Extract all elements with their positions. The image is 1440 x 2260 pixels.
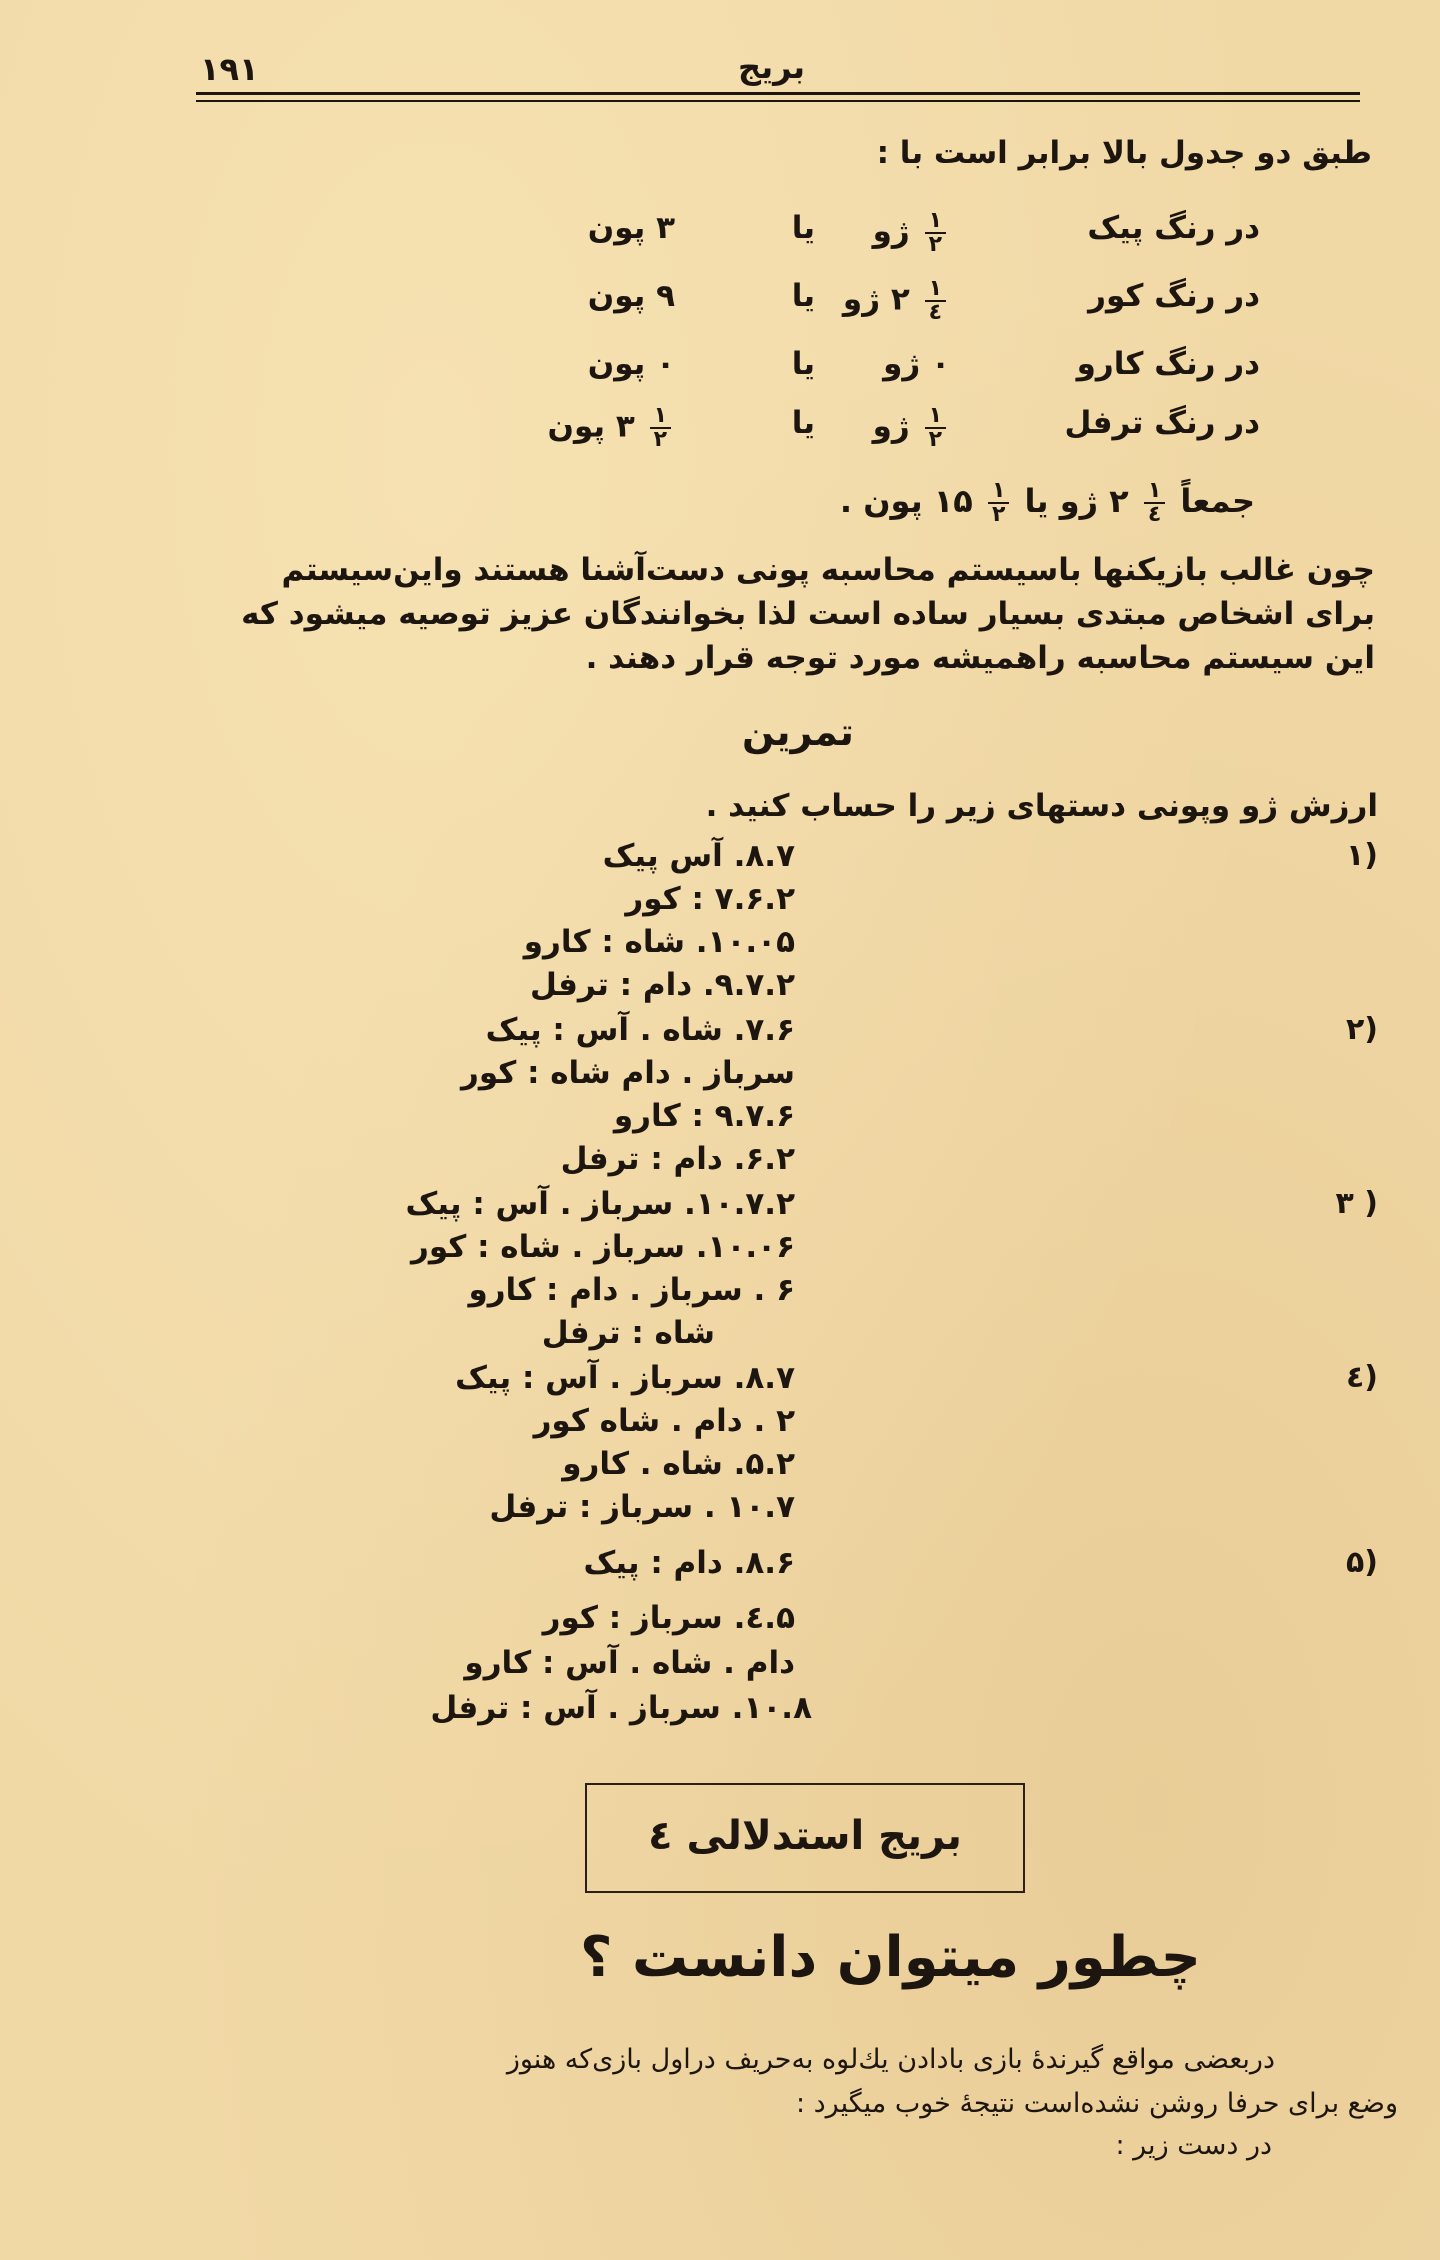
- header-rule: [196, 92, 1360, 95]
- suit-label: در رنگ کارو: [1076, 346, 1260, 382]
- table-row: [520, 346, 1260, 398]
- zhu-value: [883, 346, 950, 382]
- zhu-word: ژو: [872, 213, 910, 250]
- section-heading: تمرین: [742, 710, 854, 754]
- header-rule-thin: [196, 100, 1360, 102]
- pun-text: ۰ پون: [587, 346, 675, 382]
- paragraph-line: چون غالب بازیکنها باسیستم محاسبه پونی دست‌آشنا هستند واین‌سیستم: [281, 552, 1375, 588]
- boxed-title-frame: [585, 1783, 1025, 1893]
- fraction-numerator: ۱: [925, 210, 946, 234]
- intro-line: طبق دو جدول بالا برابر است با :: [876, 135, 1372, 171]
- hand-line: ۵.۲. شاه . کارو: [562, 1446, 795, 1482]
- hand-line: ۹.۷.۶ : کارو: [613, 1098, 795, 1134]
- fraction-denominator: ٤: [928, 300, 942, 325]
- fraction-denominator: ٤: [1147, 502, 1162, 527]
- pun-fraction: [650, 405, 671, 451]
- paragraph-line: این سیستم محاسبه راهمیشه مورد توجه قرار دهند .: [585, 640, 1375, 676]
- zhu-fraction: [925, 278, 946, 324]
- zhu-word: ژو: [883, 346, 921, 382]
- fraction-denominator: ۲: [653, 427, 667, 452]
- pun-text: ۹ پون: [587, 278, 675, 314]
- pun-text: ۳ پون: [547, 408, 635, 445]
- total-line: [840, 480, 1255, 526]
- hand-line: ۱۰.۸. سرباز . آس : ترفل: [430, 1690, 812, 1726]
- pun-value: [548, 405, 675, 451]
- hand-line: ۵.٤. سرباز : کور: [542, 1600, 795, 1636]
- suit-label: در رنگ کور: [1088, 278, 1260, 314]
- hand-line: شاه : ترفل: [541, 1315, 715, 1351]
- fraction-numerator: ۱: [925, 405, 946, 429]
- or-word: یا: [791, 346, 815, 382]
- or-word: یا: [791, 278, 815, 314]
- fraction-denominator: ۲: [928, 232, 942, 257]
- suit-label: در رنگ پیک: [1087, 210, 1260, 246]
- exercise-number: ۳ ): [1335, 1186, 1378, 1221]
- table-row: [520, 210, 1260, 262]
- zhu-value: [843, 278, 950, 324]
- zhu-value: [873, 210, 950, 256]
- paragraph-line: برای اشخاص مبتدی بسیار ساده است لذا بخوانندگان عزیز توصیه میشود که: [241, 596, 1375, 632]
- total-zhu-fraction: [1144, 480, 1165, 526]
- zhu-word: ژو: [842, 281, 881, 318]
- paragraph: [195, 548, 1375, 680]
- hand-line: ۶ . سرباز . دام : کارو: [468, 1272, 795, 1308]
- zhu-whole: ۲: [890, 281, 910, 318]
- pun-text: ۳ پون: [587, 210, 675, 246]
- exercise-number: ۱): [1345, 838, 1378, 873]
- pun-value: [588, 346, 675, 382]
- hand-line: سرباز . دام شاه : کور: [460, 1055, 795, 1091]
- pun-value: [588, 210, 675, 246]
- hand-line: ۸.۷. آس پیک: [602, 838, 795, 874]
- fraction-numerator: ۱: [925, 278, 946, 302]
- page-number: ۱۹۱: [200, 50, 259, 88]
- hand-line: ۷.۶.۲ : کور: [625, 881, 795, 917]
- hand-line: ۹.۷.۲. دام : ترفل: [529, 967, 795, 1003]
- zhu-fraction: [925, 405, 946, 451]
- or-word: یا: [791, 210, 815, 246]
- paragraph-line: وضع برای حرفا روشن نشده‌است نتیجهٔ خوب میگیرد :: [795, 2088, 1398, 2119]
- total-zhu-text: ۲ ژو یا: [1024, 482, 1129, 520]
- pun-value: [588, 278, 675, 314]
- total-pun-fraction: [988, 480, 1009, 526]
- hand-line: ۱۰.۷.۲. سرباز . آس : پیک: [405, 1186, 795, 1222]
- total-label: جمعاً: [1180, 482, 1255, 520]
- fraction-denominator: ۲: [991, 502, 1006, 527]
- running-title: بریج: [738, 48, 805, 86]
- table-row: [520, 405, 1260, 457]
- or-word: یا: [791, 405, 815, 441]
- boxed-title: بریج استدلالی ٤: [648, 1813, 962, 1859]
- fraction-numerator: ۱: [988, 480, 1009, 504]
- hand-line: ۸.۷. سرباز . آس : پیک: [455, 1360, 795, 1396]
- hand-line: ۶.۲. دام : ترفل: [560, 1141, 795, 1177]
- fraction-numerator: ۱: [650, 405, 671, 429]
- paragraph-line: دربعضی مواقع گیرندهٔ بازی بادادن یك‌لوه به‌حریف دراول بازی‌که هنوز: [506, 2044, 1275, 2075]
- exercise-intro: ارزش ژو وپونی دستهای زیر را حساب کنید .: [705, 788, 1378, 824]
- zhu-value: [873, 405, 950, 451]
- paragraph-line: در دست زیر :: [1115, 2130, 1272, 2161]
- hand-line: ۱۰.۰۵. شاه : کارو: [523, 924, 795, 960]
- exercise-number: ٤): [1345, 1360, 1378, 1395]
- hand-line: ۷.۶. شاه . آس : پیک: [485, 1012, 795, 1048]
- zhu-word: ژو: [872, 408, 910, 445]
- fraction-denominator: ۲: [928, 427, 942, 452]
- fraction-numerator: ۱: [1144, 480, 1165, 504]
- zhu-whole: ۰: [931, 346, 950, 382]
- hand-line: دام . شاه . آس : کارو: [464, 1645, 795, 1681]
- exercise-number: ۵): [1345, 1545, 1378, 1580]
- total-pun-text: ۱۵ پون .: [839, 482, 973, 520]
- zhu-fraction: [925, 210, 946, 256]
- exercise-number: ۲): [1345, 1012, 1378, 1047]
- big-heading: چطور میتوان دانست ؟: [580, 1925, 1201, 1990]
- hand-line: ۱۰.۰۶. سرباز . شاه : کور: [410, 1229, 795, 1265]
- suit-label: در رنگ ترفل: [1064, 405, 1260, 441]
- hand-line: ۸.۶. دام : پیک: [583, 1545, 795, 1581]
- table-row: [520, 278, 1260, 330]
- hand-line: ۱۰.۷ . سرباز : ترفل: [489, 1489, 795, 1525]
- hand-line: ۲ . دام . شاه کور: [533, 1403, 795, 1439]
